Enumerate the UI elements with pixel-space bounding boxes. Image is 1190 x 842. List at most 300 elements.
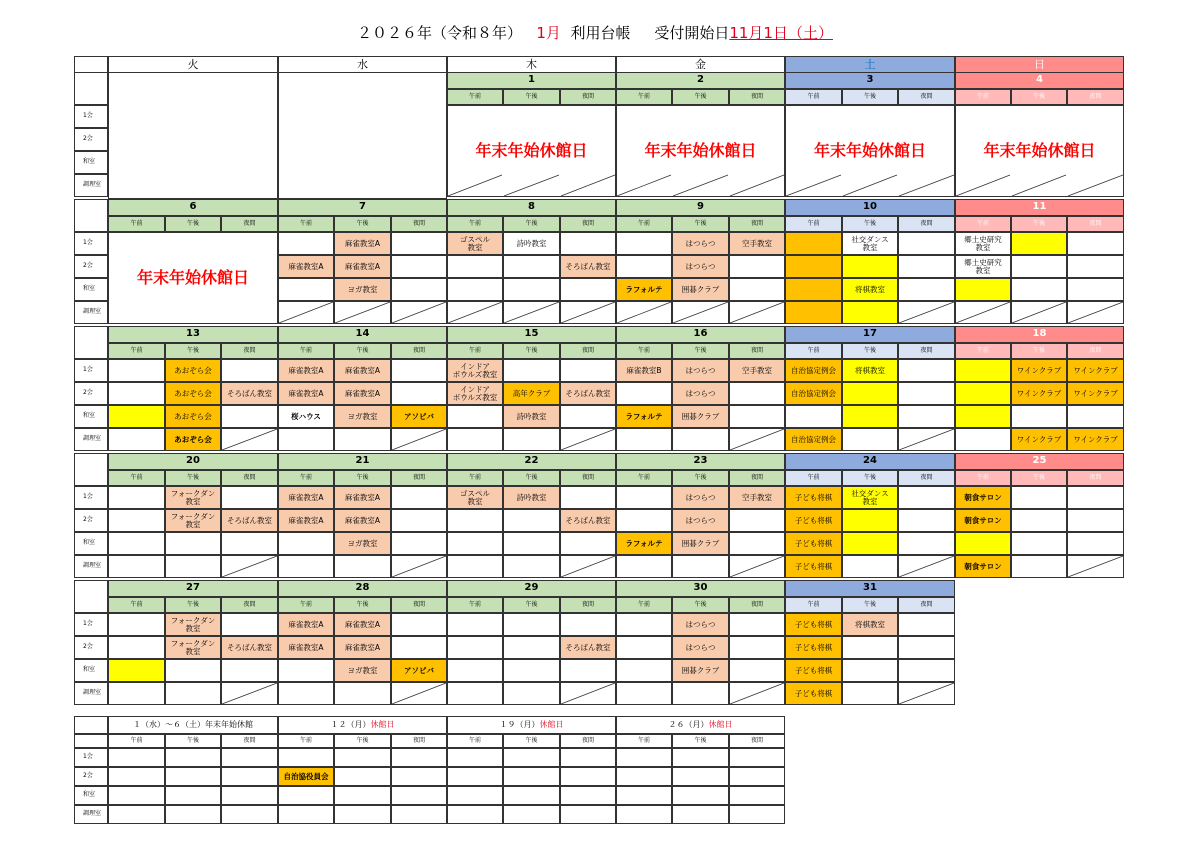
- booking-cell: インドア ボウルズ教室: [447, 382, 503, 405]
- empty-slot: [391, 805, 447, 824]
- period-header: 午後: [503, 734, 560, 748]
- period-header: 午前: [616, 470, 672, 486]
- empty-slot: [616, 682, 672, 705]
- empty-slot: [334, 786, 391, 805]
- empty-slot: [898, 682, 955, 705]
- booking-cell: はつらつ: [672, 359, 729, 382]
- period-header: 夜間: [898, 216, 955, 232]
- empty-slot: [334, 748, 391, 767]
- empty-slot: [560, 428, 616, 451]
- period-header: 夜間: [729, 597, 785, 613]
- empty-slot: [898, 636, 955, 659]
- period-header: 夜間: [391, 734, 447, 748]
- empty-slot: [1011, 509, 1067, 532]
- period-header: 午後: [334, 470, 391, 486]
- period-header: 夜間: [729, 343, 785, 359]
- empty-slot: [391, 232, 447, 255]
- empty-slot: [278, 555, 334, 578]
- period-header: 午前: [108, 597, 165, 613]
- empty-slot: [391, 278, 447, 301]
- empty-slot: [447, 255, 503, 278]
- empty-slot: [108, 382, 165, 405]
- booking-cell: 自治協定例会: [785, 382, 842, 405]
- booking-cell: 社交ダンス 教室: [842, 232, 898, 255]
- booking-cell: 郷土史研究 教室: [955, 232, 1011, 255]
- empty-slot: [1067, 486, 1124, 509]
- period-header: 午後: [503, 470, 560, 486]
- empty-slot: [391, 486, 447, 509]
- empty-slot: [1067, 301, 1124, 324]
- booking-cell: 自治協定例会: [785, 428, 842, 451]
- booking-cell: はつらつ: [672, 382, 729, 405]
- empty-slot: [672, 805, 729, 824]
- blank-day: [108, 72, 278, 199]
- period-header: 夜間: [560, 216, 616, 232]
- empty-slot: [447, 301, 503, 324]
- title-year: ２０２６年（令和８年）: [357, 24, 523, 42]
- empty-slot: [503, 636, 560, 659]
- empty-slot: [898, 532, 955, 555]
- period-header: 午後: [842, 597, 898, 613]
- empty-slot: [672, 786, 729, 805]
- period-header: 午前: [785, 343, 842, 359]
- weekday-header: 金: [616, 56, 785, 73]
- empty-slot: [842, 659, 898, 682]
- empty-slot: [729, 278, 785, 301]
- booking-cell: はつらつ: [672, 509, 729, 532]
- bottom-corner: [74, 716, 108, 734]
- room-label: 和室: [74, 659, 108, 682]
- empty-slot: [503, 359, 560, 382]
- booking-cell: 麻雀教室A: [278, 255, 334, 278]
- period-header: 午後: [1011, 89, 1067, 105]
- booking-cell: 社交ダンス 教室: [842, 486, 898, 509]
- booking-cell: 桜ハウス: [278, 405, 334, 428]
- period-header: 午前: [785, 216, 842, 232]
- period-header: 夜間: [221, 470, 278, 486]
- day-number: 17: [785, 326, 955, 343]
- empty-slot: [616, 786, 672, 805]
- day-number: 10: [785, 199, 955, 216]
- empty-slot: [729, 805, 785, 824]
- booking-cell: インドア ボウルズ教室: [447, 359, 503, 382]
- period-header: 夜間: [560, 343, 616, 359]
- day-number: 9: [616, 199, 785, 216]
- empty-slot: [560, 555, 616, 578]
- empty-slot: [447, 682, 503, 705]
- period-header: 午後: [1011, 216, 1067, 232]
- empty-slot: [391, 636, 447, 659]
- room-label: 1会: [74, 748, 108, 767]
- booking-cell: そろばん教室: [560, 255, 616, 278]
- period-header: 夜間: [898, 470, 955, 486]
- booking-cell: [785, 301, 842, 324]
- empty-slot: [560, 232, 616, 255]
- booking-cell: 麻雀教室A: [334, 636, 391, 659]
- empty-slot: [108, 805, 165, 824]
- empty-slot: [729, 636, 785, 659]
- empty-slot: [1011, 301, 1067, 324]
- period-header: 夜間: [1067, 216, 1124, 232]
- empty-slot: [447, 613, 503, 636]
- empty-slot: [221, 555, 278, 578]
- booking-cell: フォークダン 教室: [165, 613, 221, 636]
- empty-slot: [278, 428, 334, 451]
- period-header: 午前: [955, 216, 1011, 232]
- empty-slot: [108, 509, 165, 532]
- booking-cell: はつらつ: [672, 486, 729, 509]
- empty-slot: [108, 748, 165, 767]
- period-header: 夜間: [729, 734, 785, 748]
- booking-cell: 麻雀教室A: [278, 636, 334, 659]
- empty-slot: [785, 405, 842, 428]
- room-label: 調理室: [74, 555, 108, 578]
- booking-cell: 子ども将棋: [785, 509, 842, 532]
- period-header: 午後: [165, 216, 221, 232]
- empty-slot: [391, 428, 447, 451]
- period-header: 夜間: [560, 597, 616, 613]
- room-label: 1会: [74, 359, 108, 382]
- title-month: 1月: [536, 24, 561, 42]
- empty-slot: [503, 767, 560, 786]
- booking-cell: あおぞら会: [165, 428, 221, 451]
- empty-slot: [1067, 278, 1124, 301]
- day-number: 6: [108, 199, 278, 216]
- booking-cell: フォークダン 教室: [165, 509, 221, 532]
- empty-slot: [1067, 232, 1124, 255]
- empty-slot: [842, 428, 898, 451]
- day-number: 18: [955, 326, 1124, 343]
- bottom-header-text: １９（月）: [499, 719, 540, 729]
- booking-cell: 囲碁クラブ: [672, 405, 729, 428]
- room-label: 1会: [74, 486, 108, 509]
- booking-cell: 子ども将棋: [785, 486, 842, 509]
- week-label-blank: [74, 199, 108, 232]
- empty-slot: [898, 659, 955, 682]
- booking-cell: 麻雀教室A: [278, 486, 334, 509]
- empty-slot: [221, 613, 278, 636]
- bottom-header-text: １（水）～６（土）年末年始休館: [133, 719, 253, 729]
- empty-slot: [898, 359, 955, 382]
- period-header: 午後: [842, 470, 898, 486]
- empty-slot: [391, 382, 447, 405]
- day-number: 15: [447, 326, 616, 343]
- period-header: 午後: [672, 89, 729, 105]
- empty-slot: [1011, 278, 1067, 301]
- room-label: 1会: [74, 232, 108, 255]
- empty-slot: [278, 278, 334, 301]
- empty-slot: [1067, 405, 1124, 428]
- empty-slot: [898, 405, 955, 428]
- room-label: 調理室: [74, 301, 108, 324]
- booking-cell: ラフォルテ: [616, 532, 672, 555]
- empty-slot: [108, 486, 165, 509]
- day-number: 31: [785, 580, 955, 597]
- empty-slot: [221, 659, 278, 682]
- empty-slot: [672, 555, 729, 578]
- empty-slot: [1011, 555, 1067, 578]
- booking-cell: [842, 255, 898, 278]
- empty-slot: [672, 301, 729, 324]
- booking-cell: ラフォルテ: [616, 278, 672, 301]
- empty-slot: [447, 636, 503, 659]
- empty-slot: [391, 555, 447, 578]
- period-header: 午後: [842, 216, 898, 232]
- booking-cell: 将棋教室: [842, 278, 898, 301]
- period-header: 午前: [785, 89, 842, 105]
- booking-cell: 空手教室: [729, 359, 785, 382]
- title-reception-date: 11月1日（土）: [729, 24, 833, 42]
- period-header: 午後: [842, 89, 898, 105]
- booking-cell: [955, 382, 1011, 405]
- bottom-header: [616, 716, 785, 734]
- period-header: 午後: [1011, 343, 1067, 359]
- empty-slot: [898, 278, 955, 301]
- period-header: 午前: [108, 470, 165, 486]
- empty-slot: [447, 748, 503, 767]
- day-number: 30: [616, 580, 785, 597]
- empty-slot: [278, 232, 334, 255]
- period-header: 午前: [447, 343, 503, 359]
- booking-cell: [955, 405, 1011, 428]
- empty-slot: [447, 659, 503, 682]
- period-header: 午前: [108, 734, 165, 748]
- period-header: 夜間: [221, 216, 278, 232]
- empty-slot: [898, 486, 955, 509]
- day-number: 20: [108, 453, 278, 470]
- booking-cell: 囲碁クラブ: [672, 278, 729, 301]
- booking-cell: 詩吟教室: [503, 232, 560, 255]
- empty-slot: [729, 532, 785, 555]
- empty-slot: [503, 428, 560, 451]
- empty-slot: [108, 636, 165, 659]
- bottom-header-text: 休館日: [370, 719, 395, 729]
- empty-slot: [1067, 255, 1124, 278]
- empty-slot: [842, 555, 898, 578]
- period-header: 午前: [785, 597, 842, 613]
- empty-slot: [278, 786, 334, 805]
- empty-slot: [221, 532, 278, 555]
- booking-cell: ワインクラブ: [1011, 382, 1067, 405]
- empty-slot: [616, 428, 672, 451]
- empty-slot: [616, 555, 672, 578]
- empty-slot: [616, 805, 672, 824]
- period-header: 午後: [165, 470, 221, 486]
- booking-cell: 朝食サロン: [955, 509, 1011, 532]
- booking-cell: はつらつ: [672, 636, 729, 659]
- empty-slot: [616, 636, 672, 659]
- booking-cell: 麻雀教室A: [278, 613, 334, 636]
- room-label: 2会: [74, 382, 108, 405]
- empty-slot: [898, 509, 955, 532]
- period-header: 午後: [672, 734, 729, 748]
- booking-cell: 麻雀教室A: [278, 509, 334, 532]
- booking-cell: [785, 278, 842, 301]
- empty-slot: [560, 613, 616, 636]
- empty-slot: [503, 748, 560, 767]
- empty-slot: [616, 486, 672, 509]
- period-header: 夜間: [221, 343, 278, 359]
- period-header: 午前: [447, 470, 503, 486]
- empty-slot: [503, 301, 560, 324]
- empty-slot: [616, 767, 672, 786]
- empty-slot: [503, 532, 560, 555]
- day-number: 8: [447, 199, 616, 216]
- booking-cell: ヨガ教室: [334, 405, 391, 428]
- room-label: 調理室: [74, 174, 108, 197]
- holiday-block: 年末年始休館日: [108, 232, 278, 324]
- booking-cell: そろばん教室: [560, 382, 616, 405]
- empty-slot: [165, 532, 221, 555]
- booking-cell: フォークダン 教室: [165, 486, 221, 509]
- booking-cell: はつらつ: [672, 255, 729, 278]
- booking-cell: あおぞら会: [165, 382, 221, 405]
- period-header: 夜間: [391, 470, 447, 486]
- booking-cell: 麻雀教室A: [334, 613, 391, 636]
- booking-cell: 高年クラブ: [503, 382, 560, 405]
- empty-slot: [165, 682, 221, 705]
- empty-slot: [334, 805, 391, 824]
- booking-cell: 子ども将棋: [785, 555, 842, 578]
- empty-slot: [616, 232, 672, 255]
- empty-slot: [447, 532, 503, 555]
- period-header: 夜間: [391, 597, 447, 613]
- room-label: 和室: [74, 151, 108, 174]
- empty-slot: [729, 405, 785, 428]
- period-header: 午後: [1011, 470, 1067, 486]
- booking-cell: [842, 405, 898, 428]
- day-number: 1: [447, 72, 616, 89]
- empty-slot: [165, 659, 221, 682]
- header-corner: [74, 56, 108, 73]
- period-header: 夜間: [391, 216, 447, 232]
- day-number: 23: [616, 453, 785, 470]
- week-label-blank: [74, 72, 108, 105]
- empty-slot: [221, 748, 278, 767]
- booking-cell: 囲碁クラブ: [672, 659, 729, 682]
- empty-slot: [729, 301, 785, 324]
- booking-cell: 麻雀教室A: [334, 382, 391, 405]
- empty-slot: [221, 486, 278, 509]
- booking-cell: 子ども将棋: [785, 636, 842, 659]
- empty-slot: [955, 301, 1011, 324]
- empty-slot: [1067, 532, 1124, 555]
- period-header: 午前: [447, 89, 503, 105]
- empty-slot: [729, 767, 785, 786]
- period-header: 夜間: [1067, 89, 1124, 105]
- booking-cell: 子ども将棋: [785, 532, 842, 555]
- empty-slot: [560, 532, 616, 555]
- booking-cell: そろばん教室: [560, 636, 616, 659]
- day-number: 7: [278, 199, 447, 216]
- period-header: 午後: [503, 216, 560, 232]
- period-header: 夜間: [729, 216, 785, 232]
- booking-cell: 空手教室: [729, 486, 785, 509]
- empty-slot: [165, 767, 221, 786]
- booking-cell: [785, 255, 842, 278]
- empty-slot: [391, 255, 447, 278]
- empty-slot: [616, 748, 672, 767]
- title-reception-label: 受付開始日: [654, 24, 730, 42]
- room-label: 調理室: [74, 428, 108, 451]
- booking-cell: 郷土史研究 教室: [955, 255, 1011, 278]
- period-header: 夜間: [1067, 470, 1124, 486]
- empty-slot: [1011, 532, 1067, 555]
- empty-slot: [447, 509, 503, 532]
- booking-cell: 朝食サロン: [955, 555, 1011, 578]
- weekday-header: 木: [447, 56, 616, 73]
- period-header: 夜間: [1067, 343, 1124, 359]
- empty-slot: [447, 278, 503, 301]
- empty-slot: [672, 682, 729, 705]
- booking-cell: あおぞら会: [165, 359, 221, 382]
- empty-slot: [391, 359, 447, 382]
- empty-slot: [447, 428, 503, 451]
- booking-cell: そろばん教室: [221, 382, 278, 405]
- empty-slot: [391, 767, 447, 786]
- empty-slot: [729, 613, 785, 636]
- period-header: 午前: [447, 216, 503, 232]
- day-number: 28: [278, 580, 447, 597]
- booking-cell: フォークダン 教室: [165, 636, 221, 659]
- title-ledger: 利用台帳: [570, 24, 631, 42]
- empty-slot: [221, 359, 278, 382]
- day-number: 21: [278, 453, 447, 470]
- period-header: 夜間: [391, 343, 447, 359]
- holiday-block: 年末年始休館日: [616, 105, 785, 197]
- room-label: 和室: [74, 786, 108, 805]
- weekday-header: 土: [785, 56, 955, 73]
- booking-cell: 子ども将棋: [785, 659, 842, 682]
- booking-cell: 将棋教室: [842, 613, 898, 636]
- period-header: 午後: [672, 470, 729, 486]
- period-header: 午前: [955, 89, 1011, 105]
- empty-slot: [278, 659, 334, 682]
- booking-cell: [108, 405, 165, 428]
- empty-slot: [672, 748, 729, 767]
- empty-slot: [672, 767, 729, 786]
- empty-slot: [729, 382, 785, 405]
- booking-cell: あおぞら会: [165, 405, 221, 428]
- empty-slot: [503, 682, 560, 705]
- period-header: 午後: [165, 343, 221, 359]
- period-header: 午前: [955, 470, 1011, 486]
- empty-slot: [278, 682, 334, 705]
- booking-cell: アソビバ: [391, 659, 447, 682]
- day-number: 29: [447, 580, 616, 597]
- booking-cell: [955, 359, 1011, 382]
- empty-slot: [334, 767, 391, 786]
- empty-slot: [616, 301, 672, 324]
- booking-cell: ワインクラブ: [1067, 359, 1124, 382]
- empty-slot: [391, 748, 447, 767]
- booking-cell: ヨガ教室: [334, 278, 391, 301]
- bottom-header: [447, 716, 616, 734]
- period-header: 午前: [447, 597, 503, 613]
- period-header: 午前: [278, 597, 334, 613]
- room-label: 和室: [74, 532, 108, 555]
- booking-cell: 麻雀教室A: [278, 382, 334, 405]
- period-header: 午前: [785, 470, 842, 486]
- room-label: 2会: [74, 128, 108, 151]
- bottom-header: [278, 716, 447, 734]
- day-number: 2: [616, 72, 785, 89]
- empty-slot: [165, 805, 221, 824]
- empty-slot: [334, 555, 391, 578]
- empty-slot: [616, 613, 672, 636]
- booking-cell: 詩吟教室: [503, 405, 560, 428]
- bottom-header-text: 休館日: [708, 719, 733, 729]
